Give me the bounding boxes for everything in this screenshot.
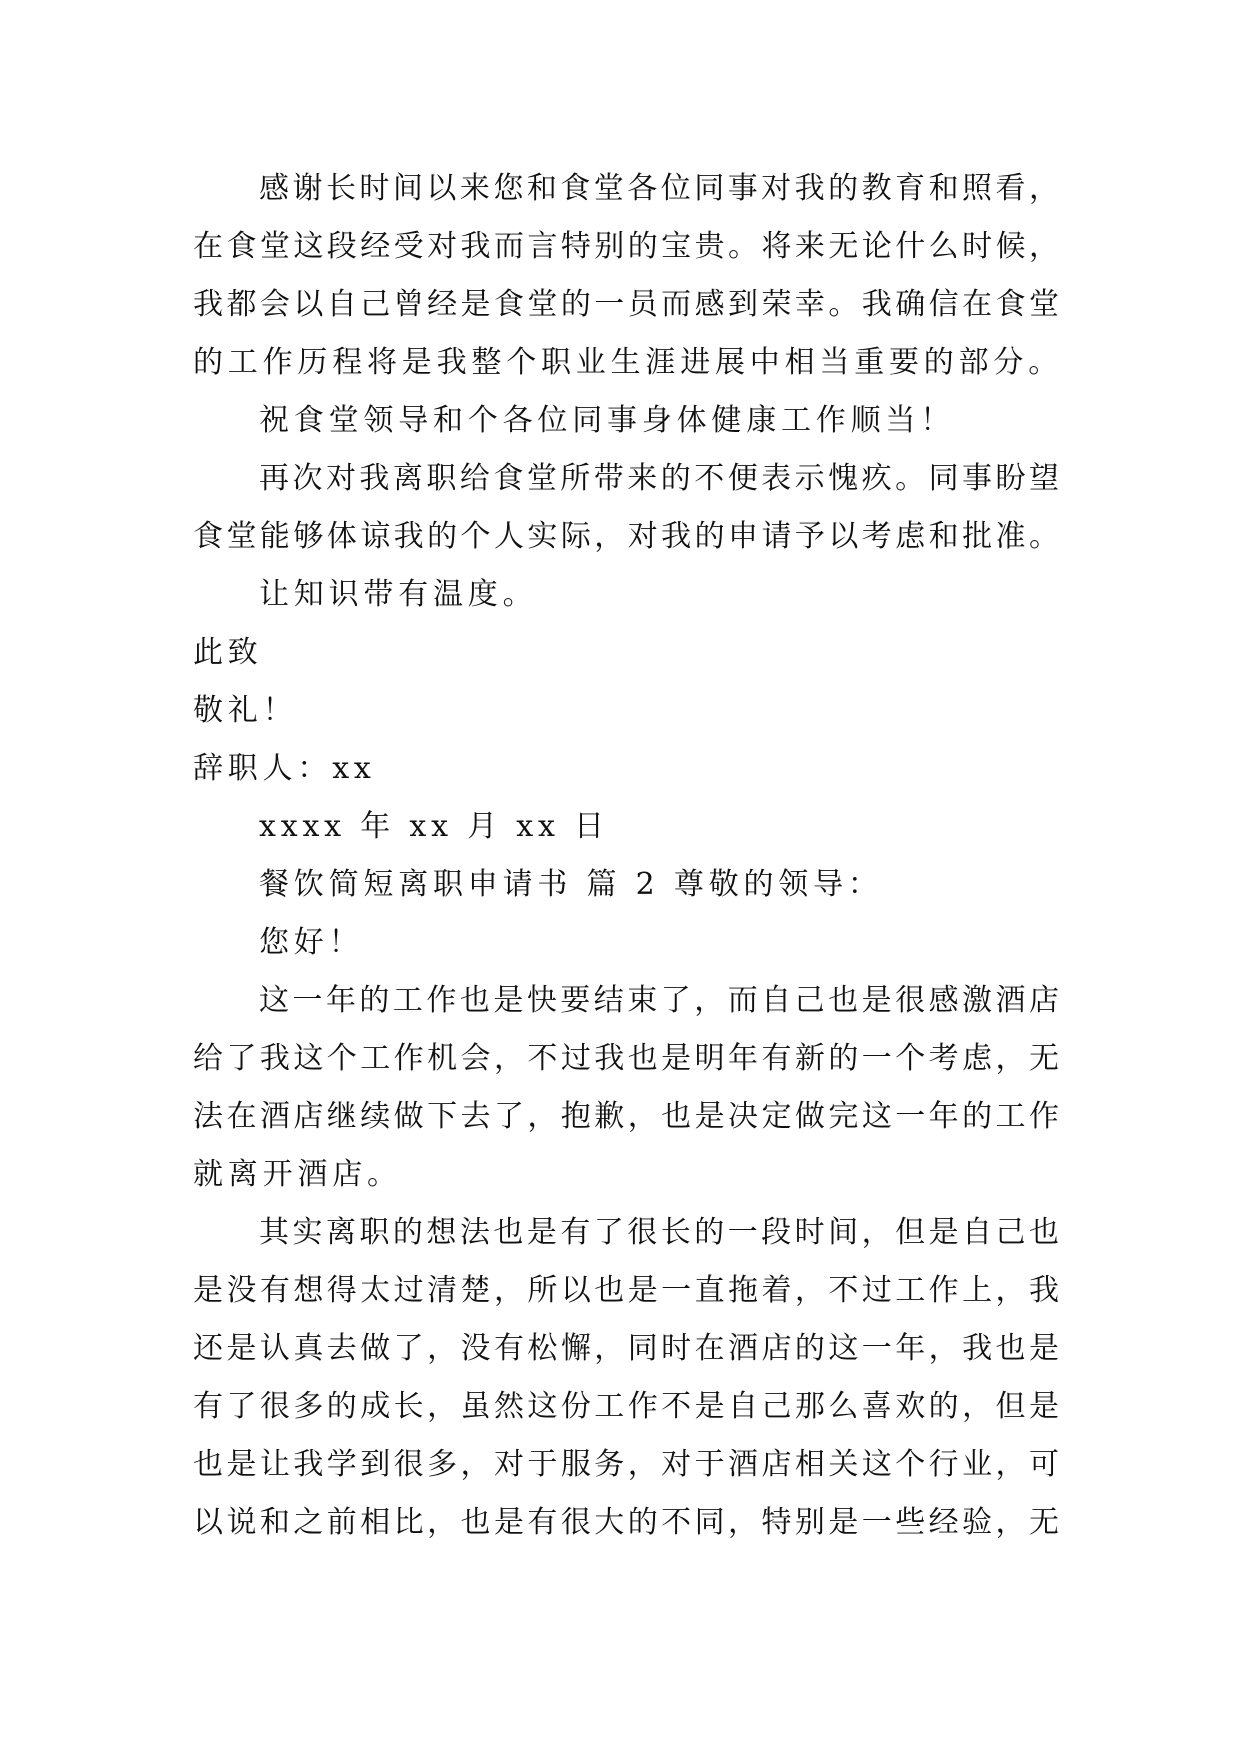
paragraph-line: 法在酒店继续做下去了，抱歉，也是决定做完这一年的工作 [193,1099,1059,1134]
paragraph-line: 祝食堂领导和个各位同事身体健康工作顺当！ [259,403,955,438]
paragraph-line: 给了我这个工作机会，不过我也是明年有新的一个考虑，无 [193,1041,1059,1076]
paragraph-line: 食堂能够体谅我的个人实际，对我的申请予以考虑和批准。 [193,519,1059,554]
paragraph-line: 以说和之前相比，也是有很大的不同，特别是一些经验，无 [193,1505,1059,1540]
signature-line: 辞职人：xx [193,751,376,786]
section-title: 餐饮简短离职申请书 篇 2 尊敬的领导： [259,867,883,902]
paragraph-line: 让知识带有温度。 [259,577,538,612]
paragraph-line: 就离开酒店。 [193,1157,402,1192]
letter-body [193,160,1063,1552]
salutation-line: 敬礼！ [193,693,298,728]
paragraph-line: 这一年的工作也是快要结束了，而自己也是很感激酒店 [259,983,1059,1018]
greeting-line: 您好！ [259,925,364,960]
paragraph-line: 再次对我离职给食堂所带来的不便表示愧疚。同事盼望 [259,461,1059,496]
paragraph-line: 的工作历程将是我整个职业生涯进展中相当重要的部分。 [193,345,1063,380]
date-line: xxxx 年 xx 月 xx 日 [259,809,609,844]
paragraph-line: 也是让我学到很多，对于服务，对于酒店相关这个行业，可 [193,1447,1059,1482]
paragraph-line: 其实离职的想法也是有了很长的一段时间，但是自己也 [259,1215,1059,1250]
paragraph-line: 是没有想得太过清楚，所以也是一直拖着，不过工作上，我 [193,1273,1059,1308]
paragraph-line: 感谢长时间以来您和食堂各位同事对我的教育和照看， [259,171,1059,206]
paragraph-line: 还是认真去做了，没有松懈，同时在酒店的这一年，我也是 [193,1331,1059,1366]
paragraph-line: 在食堂这段经受对我而言特别的宝贵。将来无论什么时候， [193,229,1059,264]
closing-line: 此致 [193,635,263,670]
paragraph-line: 我都会以自己曾经是食堂的一员而感到荣幸。我确信在食堂 [193,287,1059,322]
paragraph-line: 有了很多的成长，虽然这份工作不是自己那么喜欢的，但是 [193,1389,1059,1424]
